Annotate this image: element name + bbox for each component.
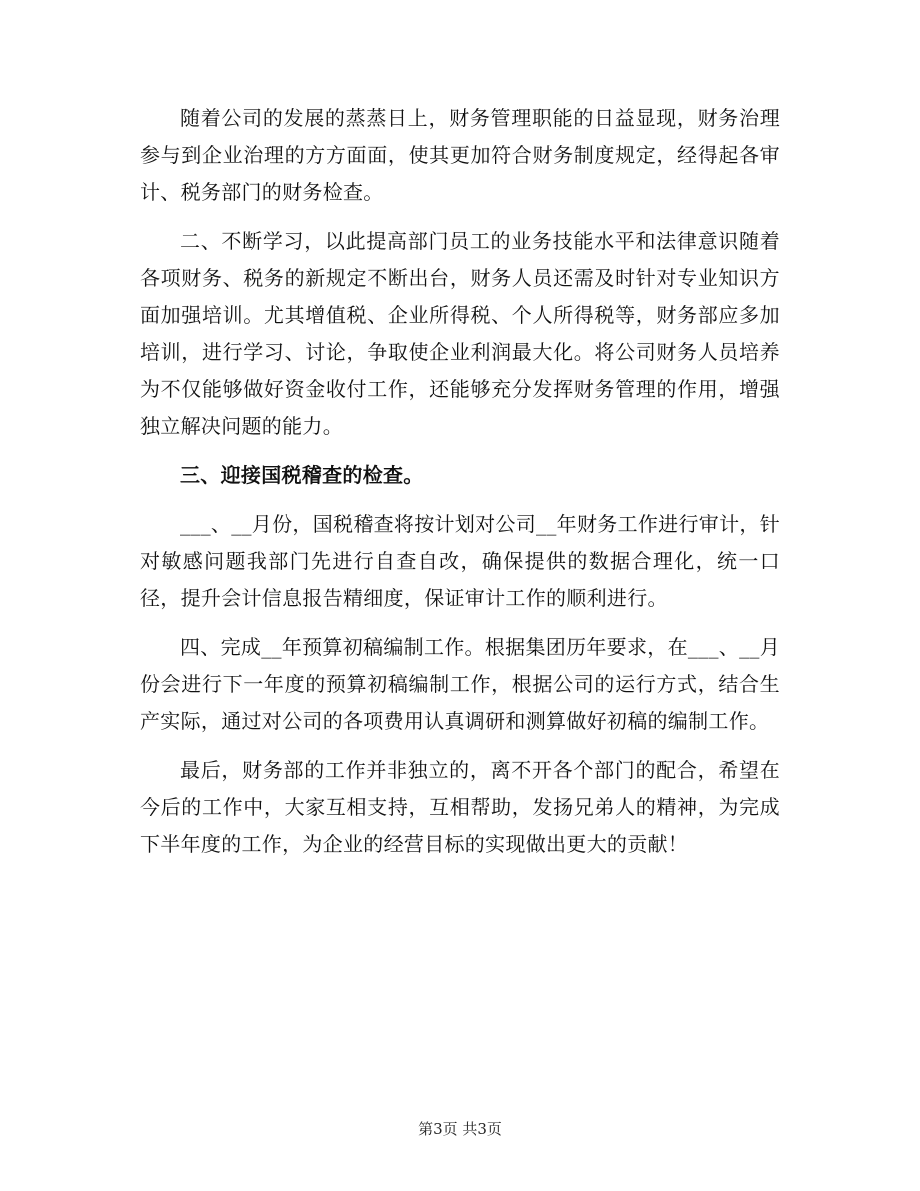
paragraph-section-four: 四、完成__年预算初稿编制工作。根据集团历年要求，在___、__月份会进行下一年度的预算初稿编制工作，根据公司的运行方式，结合生产实际，通过对公司的各项费用认真调研和测算做好初稿的编制工作。 [140,635,780,733]
paragraph-conclusion: 最后，财务部的工作并非独立的，离不开各个部门的配合，希望在今后的工作中，大家互相支持，互相帮助，发扬兄弟人的精神，为完成下半年度的工作，为企业的经营目标的实现做出更大的贡献！ [140,758,780,856]
page-number-footer: 第3页 共3页 [418,1120,502,1138]
section-heading-three: 三、迎接国税稽查的检查。 [180,463,424,487]
document-body [140,100,780,875]
paragraph-intro: 随着公司的发展的蒸蒸日上，财务管理职能的日益显现，财务治理参与到企业治理的方方面面，使其更加符合财务制度规定，经得起各审计、税务部门的财务检查。 [140,106,780,204]
paragraph-section-three: ___、__月份，国税稽查将按计划对公司__年财务工作进行审计，针对敏感问题我部门先进行自查自改，确保提供的数据合理化，统一口径，提升会计信息报告精细度，保证审计工作的顺利进行。 [140,512,780,610]
paragraph-section-two: 二、不断学习，以此提高部门员工的业务技能水平和法律意识随着各项财务、税务的新规定不断出台，财务人员还需及时针对专业知识方面加强培训。尤其增值税、企业所得税、个人所得税等，财务部应多加培训，进行学习、讨论，争取使企业利润最大化。将公司财务人员培养为不仅能够做好资金收付工作，还能够充分发挥财务管理的作用，增强独立解决问题的能力。 [140,229,780,438]
